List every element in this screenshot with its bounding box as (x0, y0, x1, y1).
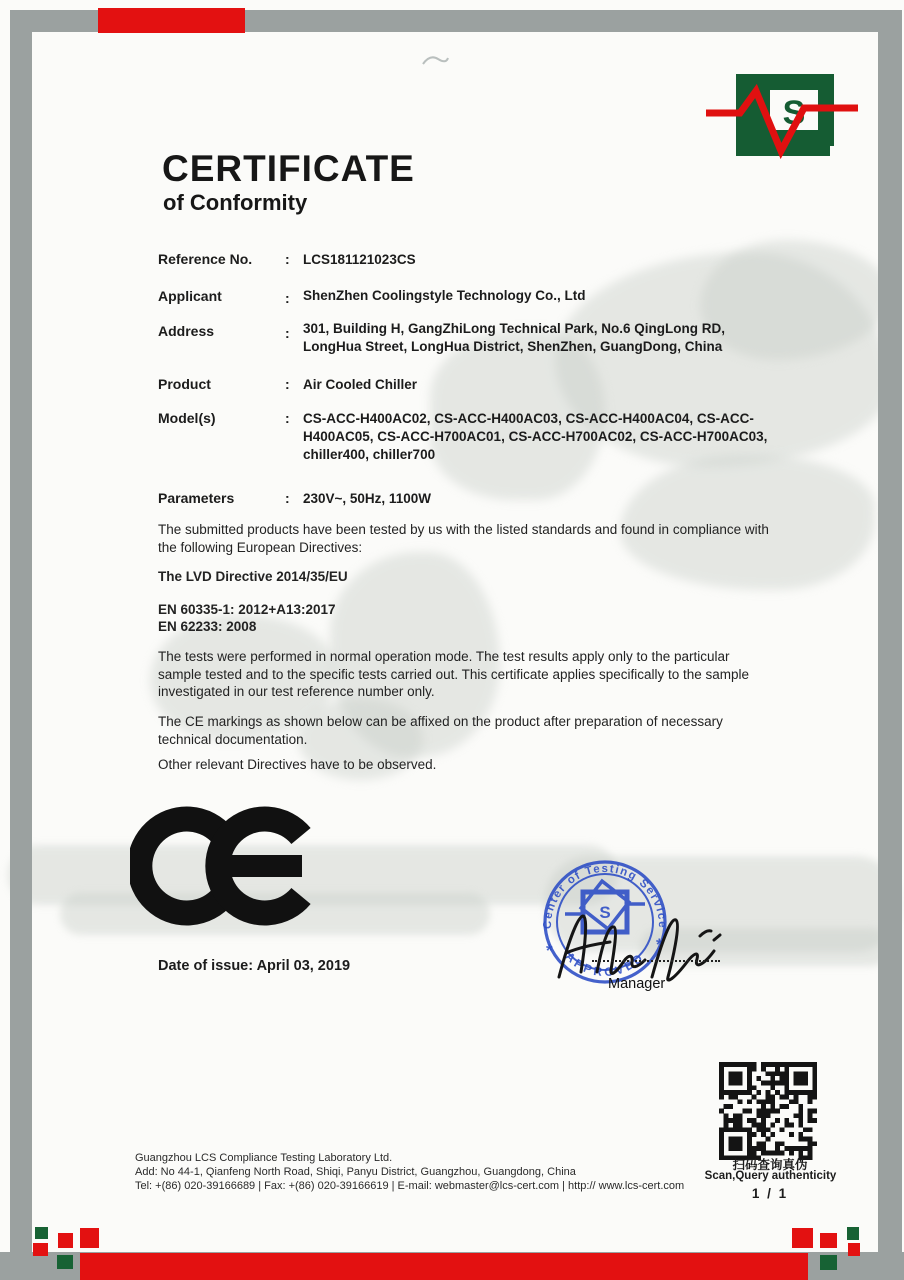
field-value: Air Cooled Chiller (303, 377, 418, 392)
stamp-ring-text-bottom: APPROVED (562, 949, 648, 980)
field-value: 301, Building H, GangZhiLong Technical Park, No.6 QingLong RD, LongHua Street, LongHua District, ShenZhen, GuangDong, China (303, 321, 726, 354)
bottom-accent-green (847, 1227, 859, 1240)
standard-en62233: EN 62233: 2008 (158, 619, 257, 634)
footer-address: Add: No 44-1, Qianfeng North Road, Shiqi, Panyu District, Guangzhou, Guangdong, China (135, 1166, 576, 1178)
field-value: 230V~, 50Hz, 1100W (303, 491, 431, 506)
stamp-ring-text-top: Center of Testing Service (541, 862, 669, 930)
bottom-accent-green (820, 1255, 837, 1270)
directive-lvd: The LVD Directive 2014/35/EU (158, 569, 348, 584)
bottom-accent-red (80, 1228, 99, 1248)
certificate-title: CERTIFICATE (162, 148, 415, 189)
field-value: CS-ACC-H400AC02, CS-ACC-H400AC03, CS-ACC-H400AC04, CS-ACC-H400AC05, CS-ACC-H700AC01, CS-ACC-H700AC02, CS-ACC-H700AC03, chiller400, chiller700 (303, 411, 768, 462)
paragraph-other-directives: Other relevant Directives have to be observed. (158, 757, 437, 772)
frame-left (10, 10, 32, 1278)
bottom-accent-red (792, 1228, 813, 1248)
qr-caption-zh: 扫码查询真伪 (732, 1158, 808, 1172)
field-label: Product (158, 376, 211, 392)
field-colon: : (285, 376, 290, 392)
stamp-logo-letter: S (599, 903, 611, 922)
standard-en60335: EN 60335-1: 2012+A13:2017 (158, 602, 336, 617)
lcs-logo (700, 58, 870, 170)
date-of-issue: Date of issue: April 03, 2019 (158, 958, 351, 974)
field-colon: : (285, 490, 290, 506)
field-label: Reference No. (158, 251, 253, 267)
scan-artifact (420, 52, 450, 68)
field-value: ShenZhen Coolingstyle Technology Co., Ltd (303, 288, 586, 303)
bottom-accent-red (33, 1243, 48, 1256)
stamp-star-right: * (656, 935, 663, 954)
signer-title: Manager (608, 976, 666, 992)
bottom-accent-red (58, 1233, 73, 1248)
page-number: 1 / 1 (751, 1186, 789, 1201)
field-colon: : (285, 410, 290, 426)
field-label: Address (158, 323, 215, 339)
frame-right (878, 10, 902, 1278)
field-colon: : (285, 290, 290, 306)
paragraph-ce-markings: The CE markings as shown below can be affixed on the product after preparation of necessary technical documentation. (158, 714, 723, 747)
bottom-accent-red (848, 1243, 860, 1256)
paragraph-tests: The tests were performed in normal operation mode. The test results apply only to the particular sample tested and to the specific tests carried out. This certificate applies specifically to the sample investigated in our test reference number only. (158, 649, 750, 699)
ce-mark-e-bar (230, 855, 302, 877)
field-value: LCS181121023CS (303, 252, 416, 267)
field-colon: : (285, 251, 290, 267)
field-label: Parameters (158, 490, 235, 506)
lcs-logo-letter: S (782, 94, 806, 132)
field-label: Applicant (158, 288, 222, 304)
signature-line (592, 960, 720, 962)
footer-company: Guangzhou LCS Compliance Testing Laboratory Ltd. (135, 1152, 393, 1164)
bottom-accent-green (57, 1255, 73, 1269)
bottom-accent-green (35, 1227, 48, 1239)
qr-code (719, 1062, 817, 1160)
top-red-accent (98, 8, 245, 33)
stamp-star-left: * (546, 941, 553, 960)
paragraph-compliance-intro: The submitted products have been tested by us with the listed standards and found in compliance with the following European Directives: (158, 522, 769, 555)
qr-caption-en: Scan,Query authenticity (704, 1170, 837, 1182)
bottom-accent-red (820, 1233, 837, 1248)
ce-mark (130, 805, 330, 930)
bottom-red-bar (80, 1253, 808, 1280)
footer-contacts: Tel: +(86) 020-39166689 | Fax: +(86) 020-39166619 | E-mail: webmaster@lcs-cert.com | http:// www.lcs-cert.com (135, 1180, 685, 1192)
field-label: Model(s) (158, 410, 216, 426)
certificate-subtitle: of Conformity (163, 190, 308, 215)
field-colon: : (285, 325, 290, 341)
